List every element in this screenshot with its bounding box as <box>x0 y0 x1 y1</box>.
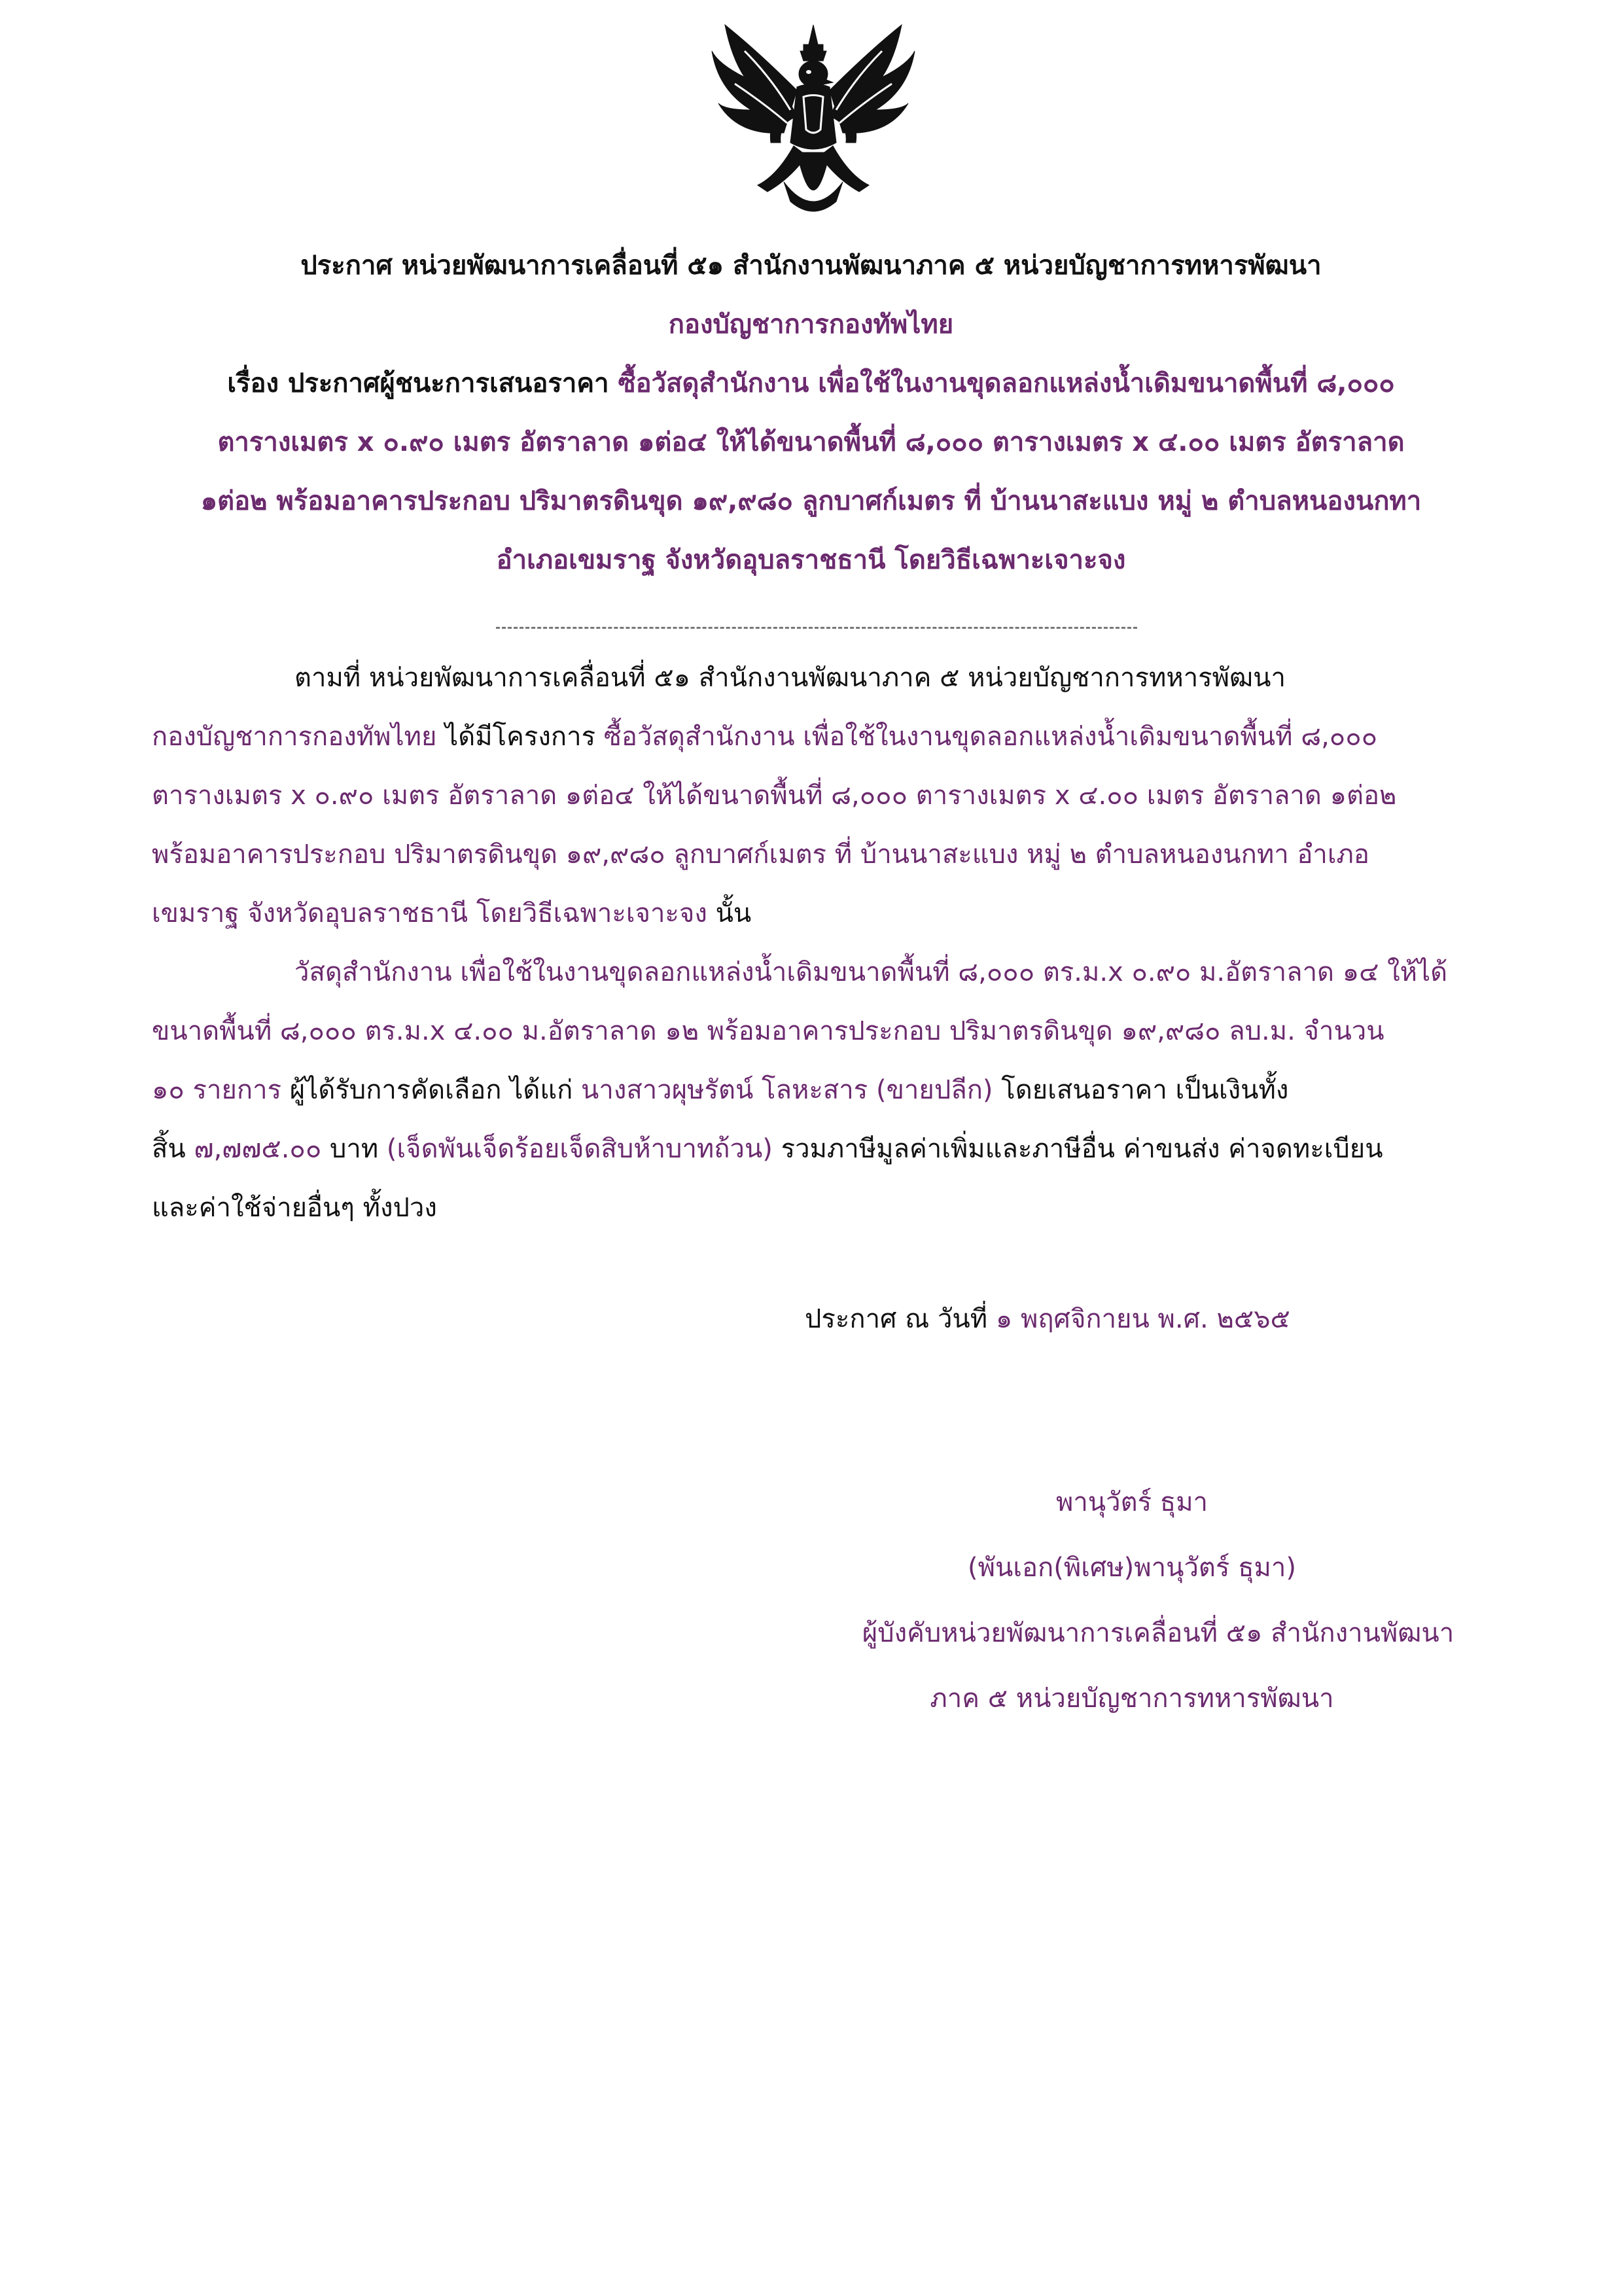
para1-end: นั้น <box>707 898 752 928</box>
garuda-emblem <box>705 12 921 234</box>
header-line-2: กองบัญชาการกองทัพไทย <box>668 309 954 340</box>
item-count: ๑๐ รายการ <box>152 1075 282 1105</box>
header-line-3 <box>131 370 1491 397</box>
total-amount: ๗,๗๗๕.๐๐ <box>194 1134 322 1164</box>
date-value: ๑ พฤศจิกายน พ.ศ. ๒๕๖๕ <box>995 1304 1290 1334</box>
para2-line-5: และค่าใช้จ่ายอื่นๆ ทั้งปวง <box>152 1193 437 1223</box>
signatory-full-name: (พันเอก(พิเศษ)พานุวัตร์ ธุมา) <box>968 1553 1296 1583</box>
para1-line-3: ตารางเมตร x ๐.๙๐ เมตร อัตราลาด ๑ต่อ๔ ให้ได้ขนาดพื้นที่ ๘,๐๐๐ ตารางเมตร x ๔.๐๐ เมตร อัตราลาด ๑ต่อ๒ <box>152 781 1397 811</box>
winner-label: ผู้ได้รับการคัดเลือก ได้แก่ <box>281 1075 582 1105</box>
subject-label: เรื่อง ประกาศผู้ชนะการเสนอราคา <box>227 368 618 398</box>
signatory-position-1: ผู้บังคับหน่วยพัฒนาการเคลื่อนที่ ๕๑ สำนักงานพัฒนา <box>862 1618 1455 1648</box>
para2-line-3 <box>152 1077 1288 1103</box>
currency-label: บาท <box>321 1134 387 1164</box>
announcement-date <box>805 1306 1290 1332</box>
para1-line-5 <box>152 900 751 927</box>
para1-line-4: พร้อมอาคารประกอบ ปริมาตรดินขุด ๑๙,๙๘๐ ลูกบาศก์เมตร ที่ บ้านนาสะแบง หมู่ ๒ ตำบลหนองนกทา อำเภอ <box>152 839 1369 870</box>
project-label: ได้มีโครงการ <box>436 722 604 752</box>
org-name: กองบัญชาการกองทัพไทย <box>152 722 437 752</box>
header-line-4: ตารางเมตร x ๐.๙๐ เมตร อัตราลาด ๑ต่อ๔ ให้ได้ขนาดพื้นที่ ๘,๐๐๐ ตารางเมตร x ๔.๐๐ เมตร อัตราลาด <box>217 427 1405 457</box>
header-line-6: อำเภอเขมราฐ จังหวัดอุบลราชธานี โดยวิธีเฉพาะเจาะจง <box>496 545 1126 575</box>
header-line-5: ๑ต่อ๒ พร้อมอาคารประกอบ ปริมาตรดินขุด ๑๙,๙๘๐ ลูกบาศก์เมตร ที่ บ้านนาสะแบง หมู่ ๒ ตำบลหนองนกทา <box>200 486 1422 516</box>
total-prefix: สิ้น <box>152 1134 194 1164</box>
winner-name: นางสาวผุษรัตน์ โลหะสาร (ขายปลีก) <box>581 1075 993 1105</box>
project-text: ซื้อวัสดุสำนักงาน เพื่อใช้ในงานขุดลอกแหล่งน้ำเดิมขนาดพื้นที่ ๘,๐๐๐ <box>603 722 1378 752</box>
para1-line-2 <box>152 724 1377 750</box>
method-text: เขมราฐ จังหวัดอุบลราชธานี โดยวิธีเฉพาะเจาะจง <box>152 898 707 928</box>
price-label: โดยเสนอราคา เป็นเงินทั้ง <box>993 1075 1289 1105</box>
signatory-position-2: ภาค ๕ หน่วยบัญชาการทหารพัฒนา <box>930 1684 1334 1714</box>
separator-line <box>496 627 1137 629</box>
header-line-1: ประกาศ หน่วยพัฒนาการเคลื่อนที่ ๕๑ สำนักงานพัฒนาภาค ๕ หน่วยบัญชาการทหารพัฒนา <box>300 251 1322 281</box>
para2-line-2: ขนาดพื้นที่ ๘,๐๐๐ ตร.ม.x ๔.๐๐ ม.อัตราลาด ๑๒ พร้อมอาคารประกอบ ปริมาตรดินขุด ๑๙,๙๘๐ ลบ.ม. จำนวน <box>152 1016 1384 1046</box>
date-label: ประกาศ ณ วันที่ <box>805 1304 996 1334</box>
para2-line-1: วัสดุสำนักงาน เพื่อใช้ในงานขุดลอกแหล่งน้ำเดิมขนาดพื้นที่ ๘,๐๐๐ ตร.ม.x ๐.๙๐ ม.อัตราลาด ๑๔ ให้ได้ <box>294 957 1448 987</box>
amount-in-words: (เจ็ดพันเจ็ดร้อยเจ็ดสิบห้าบาทถ้วน) <box>386 1134 773 1164</box>
tax-note: รวมภาษีมูลค่าเพิ่มและภาษีอื่น ค่าขนส่ง ค่าจดทะเบียน <box>772 1134 1383 1164</box>
para1-line-1: ตามที่ หน่วยพัฒนาการเคลื่อนที่ ๕๑ สำนักงานพัฒนาภาค ๕ หน่วยบัญชาการทหารพัฒนา <box>294 663 1286 693</box>
subject-text: ซื้อวัสดุสำนักงาน เพื่อใช้ในงานขุดลอกแหล่งน้ำเดิมขนาดพื้นที่ ๘,๐๐๐ <box>618 368 1395 398</box>
signature-name: พานุวัตร์ ธุมา <box>1055 1487 1208 1517</box>
para2-line-4 <box>152 1136 1383 1162</box>
